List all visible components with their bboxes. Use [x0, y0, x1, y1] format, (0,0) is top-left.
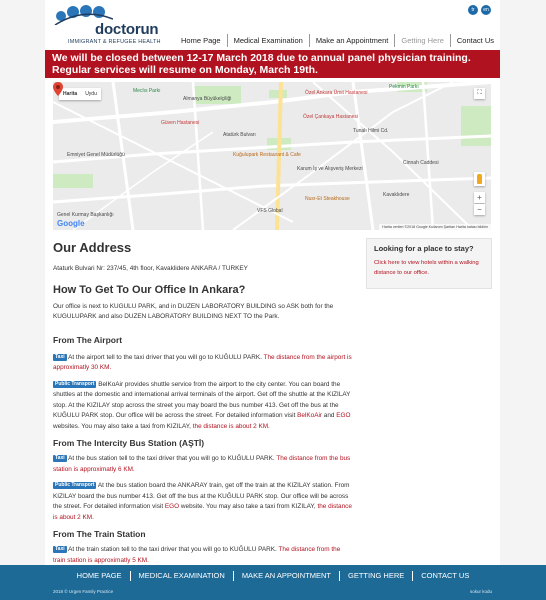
- footer-nav: [0, 571, 546, 581]
- lang-en-button[interactable]: en: [481, 5, 491, 15]
- footer-nav-getting-here[interactable]: GETTING HERE: [339, 571, 412, 581]
- page-container: [45, 0, 500, 565]
- bus-public-transport: [53, 481, 353, 523]
- directions-title: How To Get To Our Office In Ankara?: [53, 283, 246, 296]
- site-credit[interactable]: sokur kodu: [469, 589, 492, 594]
- map-label-ozel-ankara: Özel Ankara Ümit Hastanesi: [305, 90, 368, 96]
- footer-nav-make-appointment[interactable]: MAKE AN APPOINTMENT: [233, 571, 339, 581]
- map-label-tunali: Tunalı Hilmi Cd.: [353, 128, 389, 134]
- airport-taxi: [53, 353, 353, 374]
- address-text: Ataturk Bulvari Nr: 237/45, 4th floor, Kavaklidere ANKARA / TURKEY: [53, 265, 248, 272]
- fullscreen-icon[interactable]: ⛶: [474, 88, 485, 99]
- ego-link[interactable]: EGO: [164, 503, 180, 510]
- closure-banner: We will be closed between 12-17 March 2018 due to annual panel physician training. Regular services will resume on Monday, March 19th.: [45, 50, 500, 78]
- hotels-link[interactable]: Click here to view hotels within a walking distance to our office.: [374, 260, 479, 276]
- train-taxi-text: At the train station tell to the taxi driver that you will go to KUĞULU PARK.: [68, 546, 277, 553]
- map-label-cankaya: Özel Çankaya Hastanesi: [303, 114, 359, 120]
- nav-contact-us[interactable]: Contact Us: [450, 34, 500, 47]
- map-label-guven: Güven Hastanesi: [161, 120, 200, 126]
- train-taxi-distance: The distance from the train station is approximatly 5 KM.: [53, 546, 341, 564]
- bus-taxi-distance: The distance from the bus station is approximatly 6 KM.: [53, 455, 351, 473]
- footer-nav-home[interactable]: HOME PAGE: [76, 571, 122, 580]
- map-attribution[interactable]: Harita verileri ©2018 Google Kullanım Şartları Harita hatası bildirin: [379, 224, 491, 230]
- sidebar-title: Looking for a place to stay?: [374, 244, 474, 253]
- train-title: From The Train Station: [53, 529, 146, 539]
- logo-name: doctorun: [95, 21, 159, 38]
- airport-title: From The Airport: [53, 334, 123, 345]
- map-label-genel-kurmay: Genel Kurmay Başkanlığı: [57, 212, 114, 218]
- address-title: Our Address: [53, 240, 132, 255]
- map-type-toggle: [59, 88, 101, 100]
- nav-make-appointment[interactable]: Make an Appointment: [309, 34, 395, 47]
- train-taxi: [53, 545, 353, 565]
- airport-pt-text-1: BelKoAir provides shuttle service from the airport to the city center. You can board the shuttles at the domestic and international arrival terminals of the airport. Get off the shuttle at the KIZILAY stop. At the KIZILAY stop across the street you may board the bus number 413. Get off the bus at the KUĞULU PARK stop. Our office will be across the street. For detailed information visit: [53, 380, 351, 419]
- map-type-map[interactable]: Harita: [63, 91, 78, 97]
- airport-pt-text-2: websites. You may also take a taxi from KIZILAY,: [53, 422, 191, 430]
- bus-pt-text-1: At the bus station board the ANKARAY train, get off the train at the KIZILAY station. From KIZILAY board the bus number 413. Get off the bus at the KUĞULU PARK stop. Our office will be across the street. For detailed information visit: [53, 482, 350, 510]
- nav-medical-examination[interactable]: Medical Examination: [227, 34, 309, 47]
- map-label-karum: Karum İş ve Alışveriş Merkezi: [297, 166, 363, 172]
- map-label-cinnah: Cinnah Caddesi: [403, 160, 439, 166]
- directions-text: Our office is next to KUGULU PARK, and in DUZEN LABORATORY BUILDING so ASK both for the KUGULUPARK and also DUZEN LABORATORY BUILDING NEXT TO the Park.: [53, 302, 334, 320]
- airport-public-transport: [53, 380, 353, 433]
- location-pin-icon[interactable]: [53, 82, 63, 96]
- zoom-out-button[interactable]: −: [474, 204, 485, 215]
- map-label-vfs: VFS Global: [257, 208, 283, 214]
- airport-taxi-text: At the airport tell to the taxi driver that you will go to KUĞULU PARK.: [68, 353, 262, 361]
- map-label-kavaklidere: Kavaklıdere: [383, 192, 410, 198]
- footer-nav-medical-examination[interactable]: MEDICAL EXAMINATION: [130, 571, 233, 581]
- nav-getting-here[interactable]: Getting Here: [394, 34, 450, 47]
- bus-title: From The Intercity Bus Station (AŞTİ): [53, 438, 205, 448]
- belkoair-link[interactable]: BelKoAir: [297, 412, 323, 419]
- site-header: [45, 0, 500, 50]
- main-content: [53, 240, 353, 565]
- map-label-mecli-park: Meclıs Parkı: [133, 88, 161, 94]
- main-nav: [175, 34, 500, 47]
- map-label-emniyet: Emniyet Genel Müdürlüğü: [67, 152, 125, 158]
- public-transport-tag: Public Transport: [55, 380, 95, 387]
- public-transport-tag: Public Transport: [55, 482, 95, 488]
- nav-home[interactable]: Home Page: [181, 36, 221, 45]
- google-map[interactable]: [53, 82, 491, 230]
- airport-taxi-distance: The distance from the airport is approximatly 30 KM.: [53, 353, 352, 371]
- taxi-tag: Taxi: [55, 455, 65, 461]
- taxi-tag: Taxi: [55, 353, 65, 360]
- site-footer: [0, 565, 546, 600]
- map-label-almanya: Almanya Büyükelçiliği: [183, 96, 232, 102]
- bus-pt-text-2: website. You may also take a taxi from KIZILAY,: [180, 503, 316, 510]
- copyright: 2018 © Urgen Family Practice: [53, 589, 114, 594]
- bus-taxi-text: At the bus station tell to the taxi driver that you will go to KUĞULU PARK.: [68, 455, 275, 462]
- map-label-kugulu: Kuğulupark Restaurant & Cafe: [233, 152, 301, 158]
- map-label-pekmin: Pekmin Parkı: [389, 84, 419, 90]
- footer-nav-contact-us[interactable]: CONTACT US: [412, 571, 477, 581]
- airport-pt-and: and: [323, 412, 335, 419]
- map-label-nusr: Nusr-Et Steakhouse: [305, 196, 350, 202]
- airport-pt-distance: the distance is about 2 KM.: [192, 422, 270, 430]
- lang-tr-button[interactable]: tr: [468, 5, 478, 15]
- google-logo: Google: [57, 219, 85, 228]
- taxi-tag: Taxi: [55, 546, 65, 552]
- map-type-satellite[interactable]: Uydu: [85, 91, 97, 97]
- street-view-pegman-icon[interactable]: [474, 172, 485, 186]
- site-logo[interactable]: [53, 3, 163, 47]
- hotel-sidebar: [366, 238, 492, 289]
- map-label-ataturk: Atatürk Bulvarı: [223, 132, 256, 138]
- logo-tagline: IMMIGRANT & REFUGEE HEALTH: [68, 39, 161, 45]
- ego-link[interactable]: EGO: [336, 412, 351, 419]
- bus-pt-distance: the distance is about 2 KM.: [53, 503, 352, 521]
- bus-taxi: [53, 454, 353, 475]
- zoom-in-button[interactable]: +: [474, 192, 485, 203]
